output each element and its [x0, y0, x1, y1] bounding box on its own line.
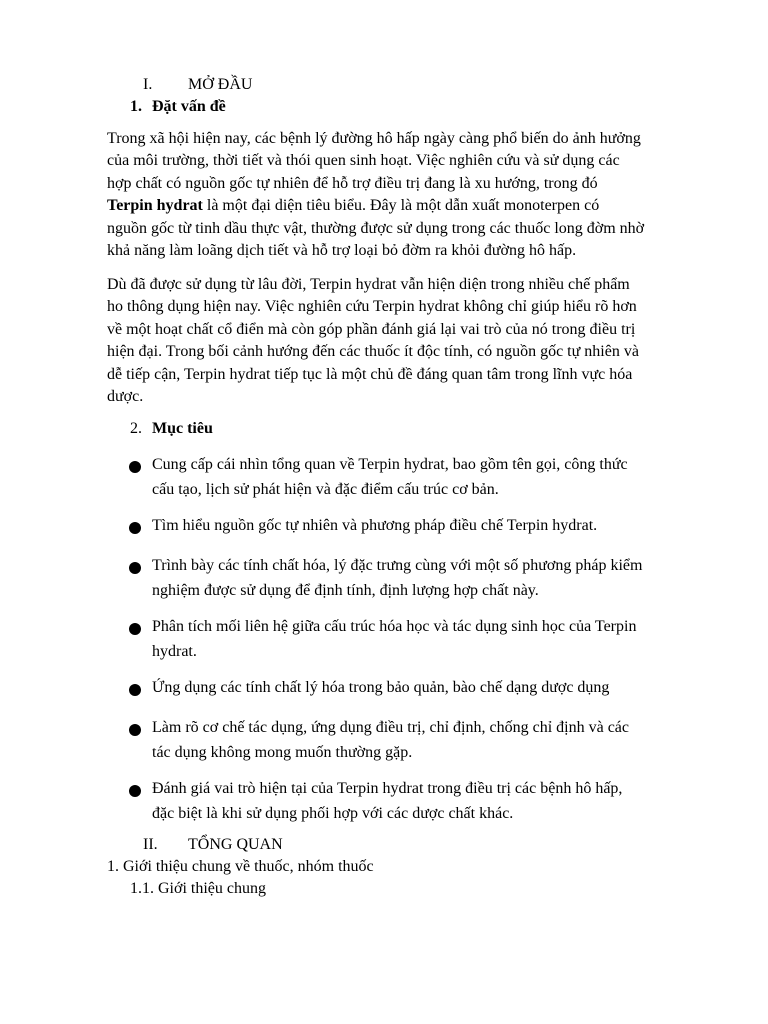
text-line: Đánh giá vai trò hiện tại của Terpin hydrat trong điều trị các bệnh hô hấp,: [152, 780, 623, 797]
section-numeral: II.: [143, 836, 158, 853]
text-line: Làm rõ cơ chế tác dụng, ứng dụng điều trị, chỉ định, chống chỉ định và các: [152, 719, 629, 736]
text-line: hydrat.: [152, 643, 197, 660]
subheading-title: Đặt vấn đề: [152, 98, 226, 115]
subheading-title: Mục tiêu: [152, 420, 213, 437]
text-line: Trong xã hội hiện nay, các bệnh lý đường hô hấp ngày càng phổ biến do ảnh hưởng: [107, 130, 641, 147]
text-line: [107, 195, 697, 217]
bullet-dot-icon: [129, 684, 141, 696]
text-line: Tìm hiểu nguồn gốc tự nhiên và phương pháp điều chế Terpin hydrat.: [152, 517, 598, 534]
subsection-heading: 1.1. Giới thiệu chung: [130, 880, 266, 897]
section-title: MỞ ĐẦU: [188, 76, 253, 93]
text-line: Cung cấp cái nhìn tổng quan về Terpin hydrat, bao gồm tên gọi, công thức: [152, 456, 628, 473]
bullet-dot-icon: [129, 623, 141, 635]
list-item: [152, 614, 712, 664]
text-line: Phân tích mối liên hệ giữa cấu trúc hóa học và tác dụng sinh học của Terpin: [152, 618, 637, 635]
text-line: ho thông dụng hiện nay. Việc nghiên cứu Terpin hydrat không chỉ giúp hiểu rõ hơn: [107, 298, 637, 316]
bullet-dot-icon: [129, 522, 141, 534]
subheading-number: 2.: [130, 420, 142, 437]
text-line: Dù đã được sử dụng từ lâu đời, Terpin hydrat vẫn hiện diện trong nhiều chế phẩm: [107, 276, 630, 293]
text-fragment: là một đại diện tiêu biểu. Đây là một dẫn xuất monoterpen có: [202, 197, 600, 215]
paragraph-context: [107, 274, 697, 408]
text-line: tác dụng không mong muốn thường gặp.: [152, 744, 413, 761]
subheading-number: 1.: [130, 98, 142, 115]
list-item: [152, 452, 712, 502]
text-line: về một hoạt chất cổ điển mà còn góp phần đánh giá lại vai trò của nó trong điều trị: [107, 320, 636, 338]
text-line: dược.: [107, 388, 144, 406]
list-item: [152, 776, 712, 826]
bullet-dot-icon: [129, 724, 141, 736]
subsection-heading: 1. Giới thiệu chung về thuốc, nhóm thuốc: [107, 858, 374, 875]
text-line: khả năng làm loãng dịch tiết và hỗ trợ loại bỏ đờm ra khỏi đường hô hấp.: [107, 242, 577, 260]
text-line: Trình bày các tính chất hóa, lý đặc trưng cùng với một số phương pháp kiểm: [152, 557, 643, 574]
text-line: hợp chất có nguồn gốc tự nhiên để hỗ trợ điều trị đang là xu hướng, trong đó: [107, 174, 598, 192]
text-line: hiện đại. Trong bối cảnh hướng đến các thuốc ít độc tính, có nguồn gốc tự nhiên và: [107, 343, 639, 361]
paragraph-intro: [107, 128, 697, 262]
bullet-dot-icon: [129, 562, 141, 574]
section-title: TỔNG QUAN: [188, 836, 283, 853]
text-line: Ứng dụng các tính chất lý hóa trong bảo quản, bào chế dạng dược dụng: [152, 679, 610, 696]
list-item: [152, 513, 712, 538]
text-line: đặc biệt là khi sử dụng phối hợp với các dược chất khác.: [152, 805, 514, 822]
text-line: cấu tạo, lịch sử phát hiện và đặc điểm cấu trúc cơ bản.: [152, 481, 499, 498]
bold-term: Terpin hydrat: [107, 197, 203, 215]
list-item: [152, 715, 712, 765]
list-item: [152, 675, 712, 700]
text-line: dễ tiếp cận, Terpin hydrat tiếp tục là một chủ đề đáng quan tâm trong lĩnh vực hóa: [107, 365, 633, 383]
text-line: nghiệm được sử dụng để định tính, định lượng hợp chất này.: [152, 582, 539, 599]
section-numeral: I.: [143, 76, 153, 93]
bullet-dot-icon: [129, 461, 141, 473]
text-line: của môi trường, thời tiết và thói quen sinh hoạt. Việc nghiên cứu và sử dụng các: [107, 152, 620, 170]
text-line: nguồn gốc từ tinh dầu thực vật, thường được sử dụng trong các thuốc long đờm nhờ: [107, 219, 645, 237]
bullet-dot-icon: [129, 785, 141, 797]
list-item: [152, 553, 712, 603]
